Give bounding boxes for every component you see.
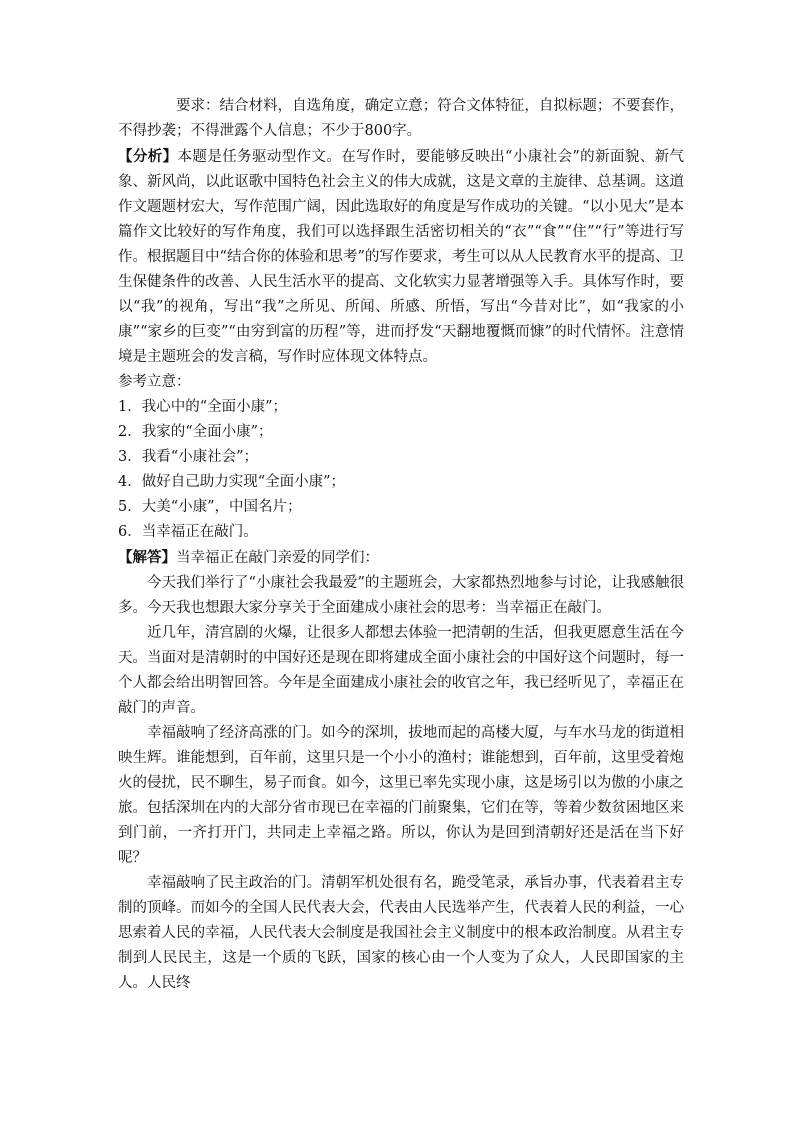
reference-item-3: 3．我看“小康社会”； bbox=[118, 449, 259, 465]
answer-paragraph-2: 近几年，清宫剧的火爆，让很多人都想去体验一把清朝的生活，但我更愿意生活在今天。当面对是清朝时的中国好还是现在即将建成全面小康社会的中国好这个问题时，每一个人都会给出明智回答。今年是全面建成小康社会的收官之年，我已经听见了，幸福正在敲门的声音。 bbox=[118, 625, 684, 716]
answer-heading: 当幸福正在敲门亲爱的同学们： bbox=[176, 550, 379, 566]
reference-title: 参考立意： bbox=[118, 374, 191, 390]
analysis-text: 本题是任务驱动型作文。在写作时，要能够反映出“小康社会”的新面貌、新气象、新风尚，以此讴歌中国特色社会主义的伟大成就，这是文章的主旋律、总基调。这道作文题题材宏大，写作范围广阔，因此选取好的角度是写作成功的关键。“以小见大”是本篇作文比较好的写作角度，我们可以选择跟生活密切相关的“衣”“食”“住”“行”等进行写作。根据题目中“结合你的体验和思考”的写作要求，考生可以从人民教育水平的提高、卫生保健条件的改善、人民生活水平的提高、文化软实力显著增强等入手。具体写作时，要以“我”的视角，写出“我”之所见、所闻、所感、所悟，写出“今昔对比”，如“我家的小康”“家乡的巨变”“由穷到富的历程”等，进而抒发“天翻地覆慨而慷”的时代情怀。注意情境是主题班会的发言稿，写作时应体现文体特点。 bbox=[118, 149, 684, 365]
reference-item-4: 4．做好自己助力实现“全面小康”； bbox=[118, 474, 346, 490]
reference-item-1: 1．我心中的“全面小康”； bbox=[118, 399, 288, 415]
answer-paragraph-4: 幸福敲响了民主政治的门。清朝军机处很有名，跪受笔录，承旨办事，代表着君主专制的顶峰。而如今的全国人民代表大会，代表由人民选举产生，代表着人民的利益，一心思索着人民的幸福，人民代表大会制度是我国社会主义制度中的根本政治制度。从君主专制到人民民主，这是一个质的飞跃，国家的核心由一个人变为了众人，人民即国家的主人。人民终 bbox=[118, 875, 684, 991]
reference-item-6: 6．当幸福正在敲门。 bbox=[118, 524, 258, 540]
analysis-label: 【分析】 bbox=[118, 148, 178, 165]
answer-paragraph-3: 幸福敲响了经济高涨的门。如今的深圳，拔地而起的高楼大厦，与车水马龙的街道相映生辉。谁能想到，百年前，这里只是一个小小的渔村；谁能想到，百年前，这里受着炮火的侵扰，民不聊生，易子而食。如今，这里已率先实现小康，这是场引以为傲的小康之旅。包括深圳在内的大部分省市现已在幸福的门前聚集，它们在等，等着少数贫困地区来到门前，一齐打开门，共同走上幸福之路。所以，你认为是回到清朝好还是活在当下好呢？ bbox=[118, 725, 684, 866]
analysis-paragraph bbox=[118, 144, 684, 370]
reference-item-2: 2．我家的“全面小康”； bbox=[118, 424, 273, 440]
answer-paragraph-1: 今天我们举行了“小康社会我最爱”的主题班会，大家都热烈地参与讨论，让我感触很多。今天我也想跟大家分享关于全面建成小康社会的思考：当幸福正在敲门。 bbox=[118, 575, 684, 616]
reference-item-5: 5．大美“小康”，中国名片； bbox=[118, 499, 302, 515]
answer-heading-line bbox=[118, 545, 684, 571]
requirement-paragraph: 要求：结合材料，自选角度，确定立意；符合文体特征，自拟标题；不要套作，不得抄袭；不得泄露个人信息；不少于800字。 bbox=[118, 98, 684, 139]
answer-label: 【解答】 bbox=[118, 549, 176, 566]
document-page bbox=[118, 94, 684, 996]
